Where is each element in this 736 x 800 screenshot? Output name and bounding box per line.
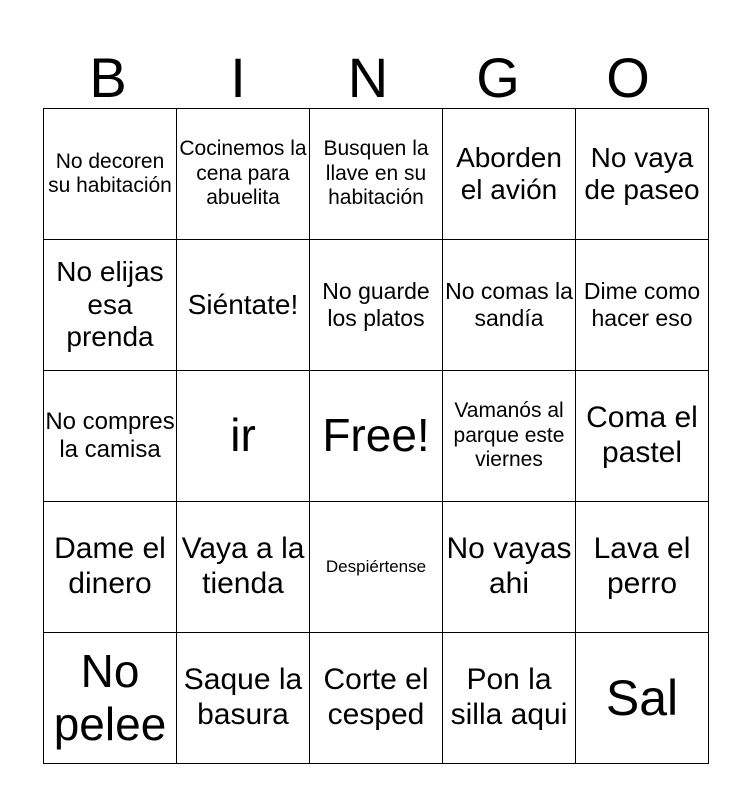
bingo-cell[interactable]: Busquen la llave en su habitación bbox=[310, 109, 443, 240]
bingo-cell[interactable]: Vaya a la tienda bbox=[177, 502, 310, 633]
bingo-cell[interactable]: No decoren su habitación bbox=[44, 109, 177, 240]
header-letter-g: G bbox=[476, 46, 520, 109]
bingo-board bbox=[43, 108, 709, 764]
bingo-cell[interactable]: No compres la camisa bbox=[44, 371, 177, 502]
board-row bbox=[44, 633, 709, 764]
bingo-header bbox=[43, 42, 693, 108]
bingo-cell[interactable]: No guarde los platos bbox=[310, 240, 443, 371]
bingo-cell[interactable]: No pelee bbox=[44, 633, 177, 764]
bingo-cell[interactable]: Corte el cesped bbox=[310, 633, 443, 764]
header-letter-n: N bbox=[347, 46, 389, 109]
board-row bbox=[44, 240, 709, 371]
header-letter-o: O bbox=[606, 46, 650, 109]
bingo-cell[interactable]: No comas la sandía bbox=[443, 240, 576, 371]
bingo-cell[interactable]: Lava el perro bbox=[576, 502, 709, 633]
header-letter-i: I bbox=[230, 46, 246, 109]
bingo-cell[interactable]: ir bbox=[177, 371, 310, 502]
bingo-cell[interactable]: Vamanós al parque este viernes bbox=[443, 371, 576, 502]
bingo-cell[interactable]: Coma el pastel bbox=[576, 371, 709, 502]
bingo-cell[interactable]: No vaya de paseo bbox=[576, 109, 709, 240]
free-space-cell[interactable]: Free! bbox=[310, 371, 443, 502]
bingo-cell[interactable]: Saque la basura bbox=[177, 633, 310, 764]
bingo-cell[interactable]: Siéntate! bbox=[177, 240, 310, 371]
bingo-cell[interactable]: Pon la silla aqui bbox=[443, 633, 576, 764]
bingo-cell[interactable]: Cocinemos la cena para abuelita bbox=[177, 109, 310, 240]
bingo-cell[interactable]: Despiértense bbox=[310, 502, 443, 633]
board-row bbox=[44, 109, 709, 240]
bingo-cell[interactable]: No vayas ahi bbox=[443, 502, 576, 633]
bingo-cell[interactable]: Sal bbox=[576, 633, 709, 764]
board-row bbox=[44, 371, 709, 502]
header-letter-b: B bbox=[89, 46, 127, 109]
bingo-cell[interactable]: Dame el dinero bbox=[44, 502, 177, 633]
bingo-cell[interactable]: Aborden el avión bbox=[443, 109, 576, 240]
bingo-cell[interactable]: Dime como hacer eso bbox=[576, 240, 709, 371]
board-row bbox=[44, 502, 709, 633]
bingo-cell[interactable]: No elijas esa prenda bbox=[44, 240, 177, 371]
